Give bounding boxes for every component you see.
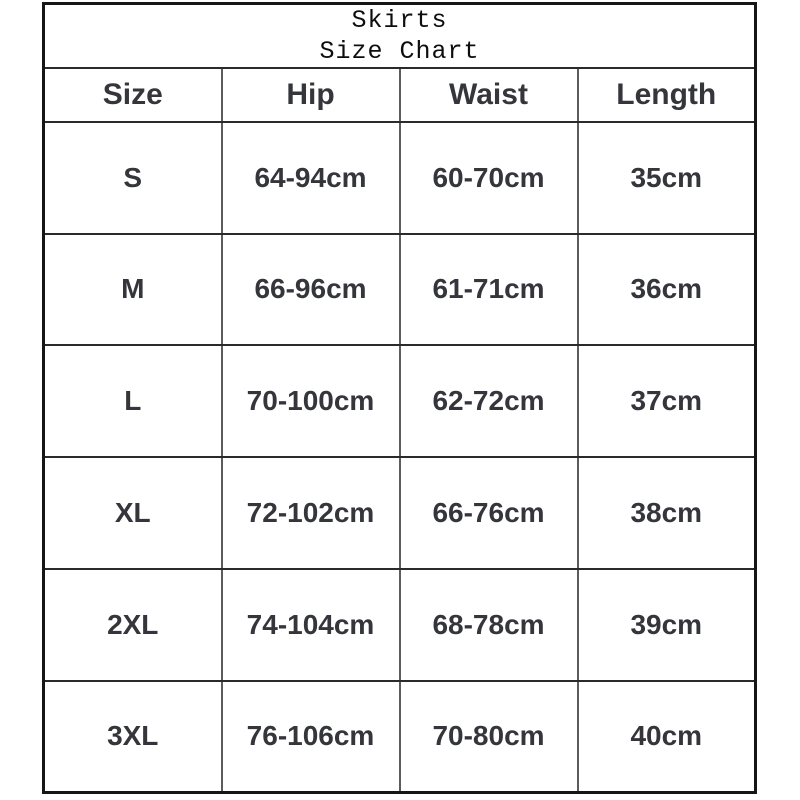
cell-size: 3XL xyxy=(44,681,222,793)
cell-length: 37cm xyxy=(578,345,756,457)
cell-waist: 60-70cm xyxy=(400,122,578,234)
title-row xyxy=(44,4,756,69)
table-row-2xl xyxy=(44,569,756,681)
cell-hip: 64-94cm xyxy=(222,122,400,234)
cell-length: 40cm xyxy=(578,681,756,793)
cell-hip: 72-102cm xyxy=(222,457,400,569)
cell-length: 35cm xyxy=(578,122,756,234)
column-header-size: Size xyxy=(44,68,222,121)
cell-waist: 70-80cm xyxy=(400,681,578,793)
cell-size: L xyxy=(44,345,222,457)
cell-size: 2XL xyxy=(44,569,222,681)
column-header-length: Length xyxy=(578,68,756,121)
column-header-waist: Waist xyxy=(400,68,578,121)
cell-hip: 74-104cm xyxy=(222,569,400,681)
table-row-xl xyxy=(44,457,756,569)
table-row-m xyxy=(44,234,756,346)
table-row-3xl xyxy=(44,681,756,793)
cell-waist: 62-72cm xyxy=(400,345,578,457)
size-chart-table xyxy=(42,2,757,794)
cell-hip: 70-100cm xyxy=(222,345,400,457)
cell-waist: 68-78cm xyxy=(400,569,578,681)
title-line-2: Size Chart xyxy=(319,37,480,67)
table-row-l xyxy=(44,345,756,457)
cell-waist: 66-76cm xyxy=(400,457,578,569)
title-line-1: Skirts xyxy=(351,6,448,36)
cell-length: 36cm xyxy=(578,234,756,346)
header-row xyxy=(44,68,756,121)
cell-length: 39cm xyxy=(578,569,756,681)
cell-size: XL xyxy=(44,457,222,569)
table-title xyxy=(44,4,756,69)
cell-size: M xyxy=(44,234,222,346)
cell-hip: 76-106cm xyxy=(222,681,400,793)
cell-length: 38cm xyxy=(578,457,756,569)
table-row-s xyxy=(44,122,756,234)
cell-size: S xyxy=(44,122,222,234)
cell-hip: 66-96cm xyxy=(222,234,400,346)
cell-waist: 61-71cm xyxy=(400,234,578,346)
column-header-hip: Hip xyxy=(222,68,400,121)
